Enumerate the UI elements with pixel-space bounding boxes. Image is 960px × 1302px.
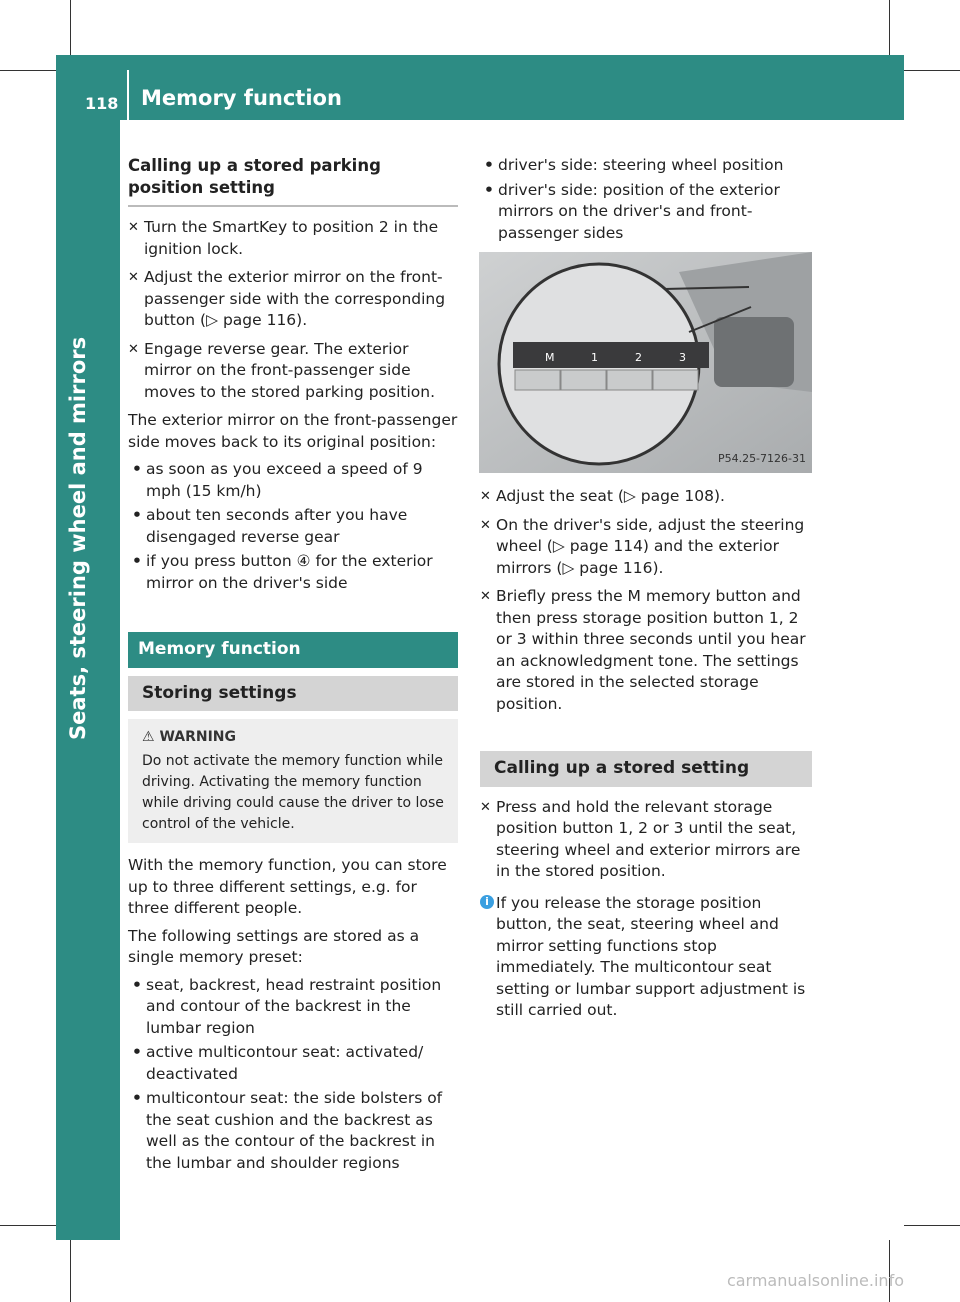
bullet-icon: •: [132, 552, 142, 570]
crop-mark: [0, 1225, 56, 1226]
heading-parking-position: Calling up a stored parking position setting: [128, 156, 381, 197]
right-column-top: [480, 155, 812, 247]
list-item: • if you press button ④ for the exterior mirror on the driver's side: [132, 552, 433, 592]
bullet-icon: •: [484, 180, 494, 199]
image-caption: P54.25-7126-31: [717, 451, 806, 465]
warning-box: [128, 719, 458, 843]
list-item: • active multicontour seat: activated/ deactivated: [132, 1043, 424, 1083]
paragraph: The following settings are stored as a single memory preset:: [128, 926, 420, 966]
step-arrow-icon: ✕: [128, 220, 139, 235]
bullet-icon: •: [132, 1043, 142, 1061]
list-item: • about ten seconds after you have disengaged reverse gear: [132, 506, 408, 546]
step-arrow-icon: ✕: [128, 270, 139, 285]
list-item: • as soon as you exceed a speed of 9 mph (15 km/h): [132, 460, 423, 500]
bullet-icon: •: [132, 975, 142, 994]
step-item: ✕ Adjust the seat (▷ page 108).: [480, 486, 812, 508]
crop-mark: [70, 1240, 71, 1302]
list-item: • driver's side: steering wheel position: [484, 155, 812, 177]
crop-mark: [70, 0, 71, 55]
right-column-bottom: [480, 486, 812, 1022]
step-item: ✕ Turn the SmartKey to position 2 in the ignition lock.: [128, 218, 439, 258]
header-title: Memory function: [141, 86, 342, 110]
info-icon: i: [480, 895, 494, 909]
footer-watermark: carmanualsonline.info: [726, 1271, 904, 1290]
page-number: 118: [85, 94, 119, 113]
info-note: i If you release the storage position button, the seat, steering wheel and mirror setting functions stop immediately. The multicontour seat setting or lumbar support adjustment is still carried out.: [480, 893, 812, 1022]
step-arrow-icon: ✕: [128, 341, 139, 357]
crop-mark: [904, 70, 960, 71]
door-panel-illustration: [479, 252, 812, 473]
step-item: ✕ On the driver's side, adjust the steering wheel (▷ page 114) and the exterior mirrors (▷ page 116).: [480, 515, 805, 577]
step-arrow-icon: ✕: [480, 489, 491, 504]
warning-text: Do not activate the memory function while driving. Activating the memory function while driving could cause the driver to lose control of the vehicle.: [142, 753, 444, 832]
warning-header: ⚠ WARNING: [142, 729, 236, 745]
step-item: ✕ Engage reverse gear. The exterior mirror on the front-passenger side moves to the stored parking position.: [128, 339, 436, 401]
memory-button-label: 1: [591, 351, 598, 364]
memory-buttons-photo: [479, 252, 812, 473]
step-arrow-icon: ✕: [480, 517, 491, 533]
crop-mark: [0, 70, 56, 71]
step-arrow-icon: ✕: [480, 589, 491, 604]
step-item: ✕ Press and hold the relevant storage position button 1, 2 or 3 until the seat, steering wheel and exterior mirrors are in the stored position.: [480, 797, 801, 880]
header-divider: [127, 70, 129, 120]
subsection-title: Storing settings: [128, 676, 458, 712]
memory-button-label: 3: [679, 351, 686, 364]
subsection-title: Calling up a stored setting: [480, 751, 812, 787]
memory-button-label: M: [545, 351, 555, 364]
step-item: ✕ Briefly press the M memory button and then press storage position button 1, 2 or 3 within three seconds until you hear an acknowledgment tone. The settings are stored in the selected storage position.: [480, 587, 806, 713]
warning-icon: ⚠: [142, 729, 155, 745]
crop-mark: [904, 1225, 960, 1226]
left-column: [128, 155, 458, 1177]
bullet-icon: •: [484, 156, 494, 174]
list-item: • multicontour seat: the side bolsters of the seat cushion and the backrest as well as the contour of the backrest in the lumbar and shoulder regions: [132, 1089, 443, 1172]
section-title: Memory function: [128, 632, 458, 668]
bullet-icon: •: [132, 506, 142, 524]
heading-rule: [128, 205, 458, 207]
chapter-title: Seats, steering wheel and mirrors: [66, 336, 90, 740]
crop-mark: [889, 0, 890, 55]
step-item: ✕ Adjust the exterior mirror on the front-passenger side with the corresponding button (▷ page 116).: [128, 268, 446, 329]
paragraph: With the memory function, you can store up to three different settings, e.g. for three different people.: [128, 856, 447, 917]
memory-button-label: 2: [635, 351, 642, 364]
step-arrow-icon: ✕: [480, 799, 491, 815]
paragraph: The exterior mirror on the front-passenger side moves back to its original position:: [128, 411, 458, 451]
list-item: • seat, backrest, head restraint position and contour of the backrest in the lumbar region: [132, 975, 442, 1037]
bullet-icon: •: [132, 1089, 142, 1107]
bullet-icon: •: [132, 460, 142, 478]
list-item: • driver's side: position of the exterior mirrors on the driver's and front-passenger sides: [484, 180, 780, 242]
